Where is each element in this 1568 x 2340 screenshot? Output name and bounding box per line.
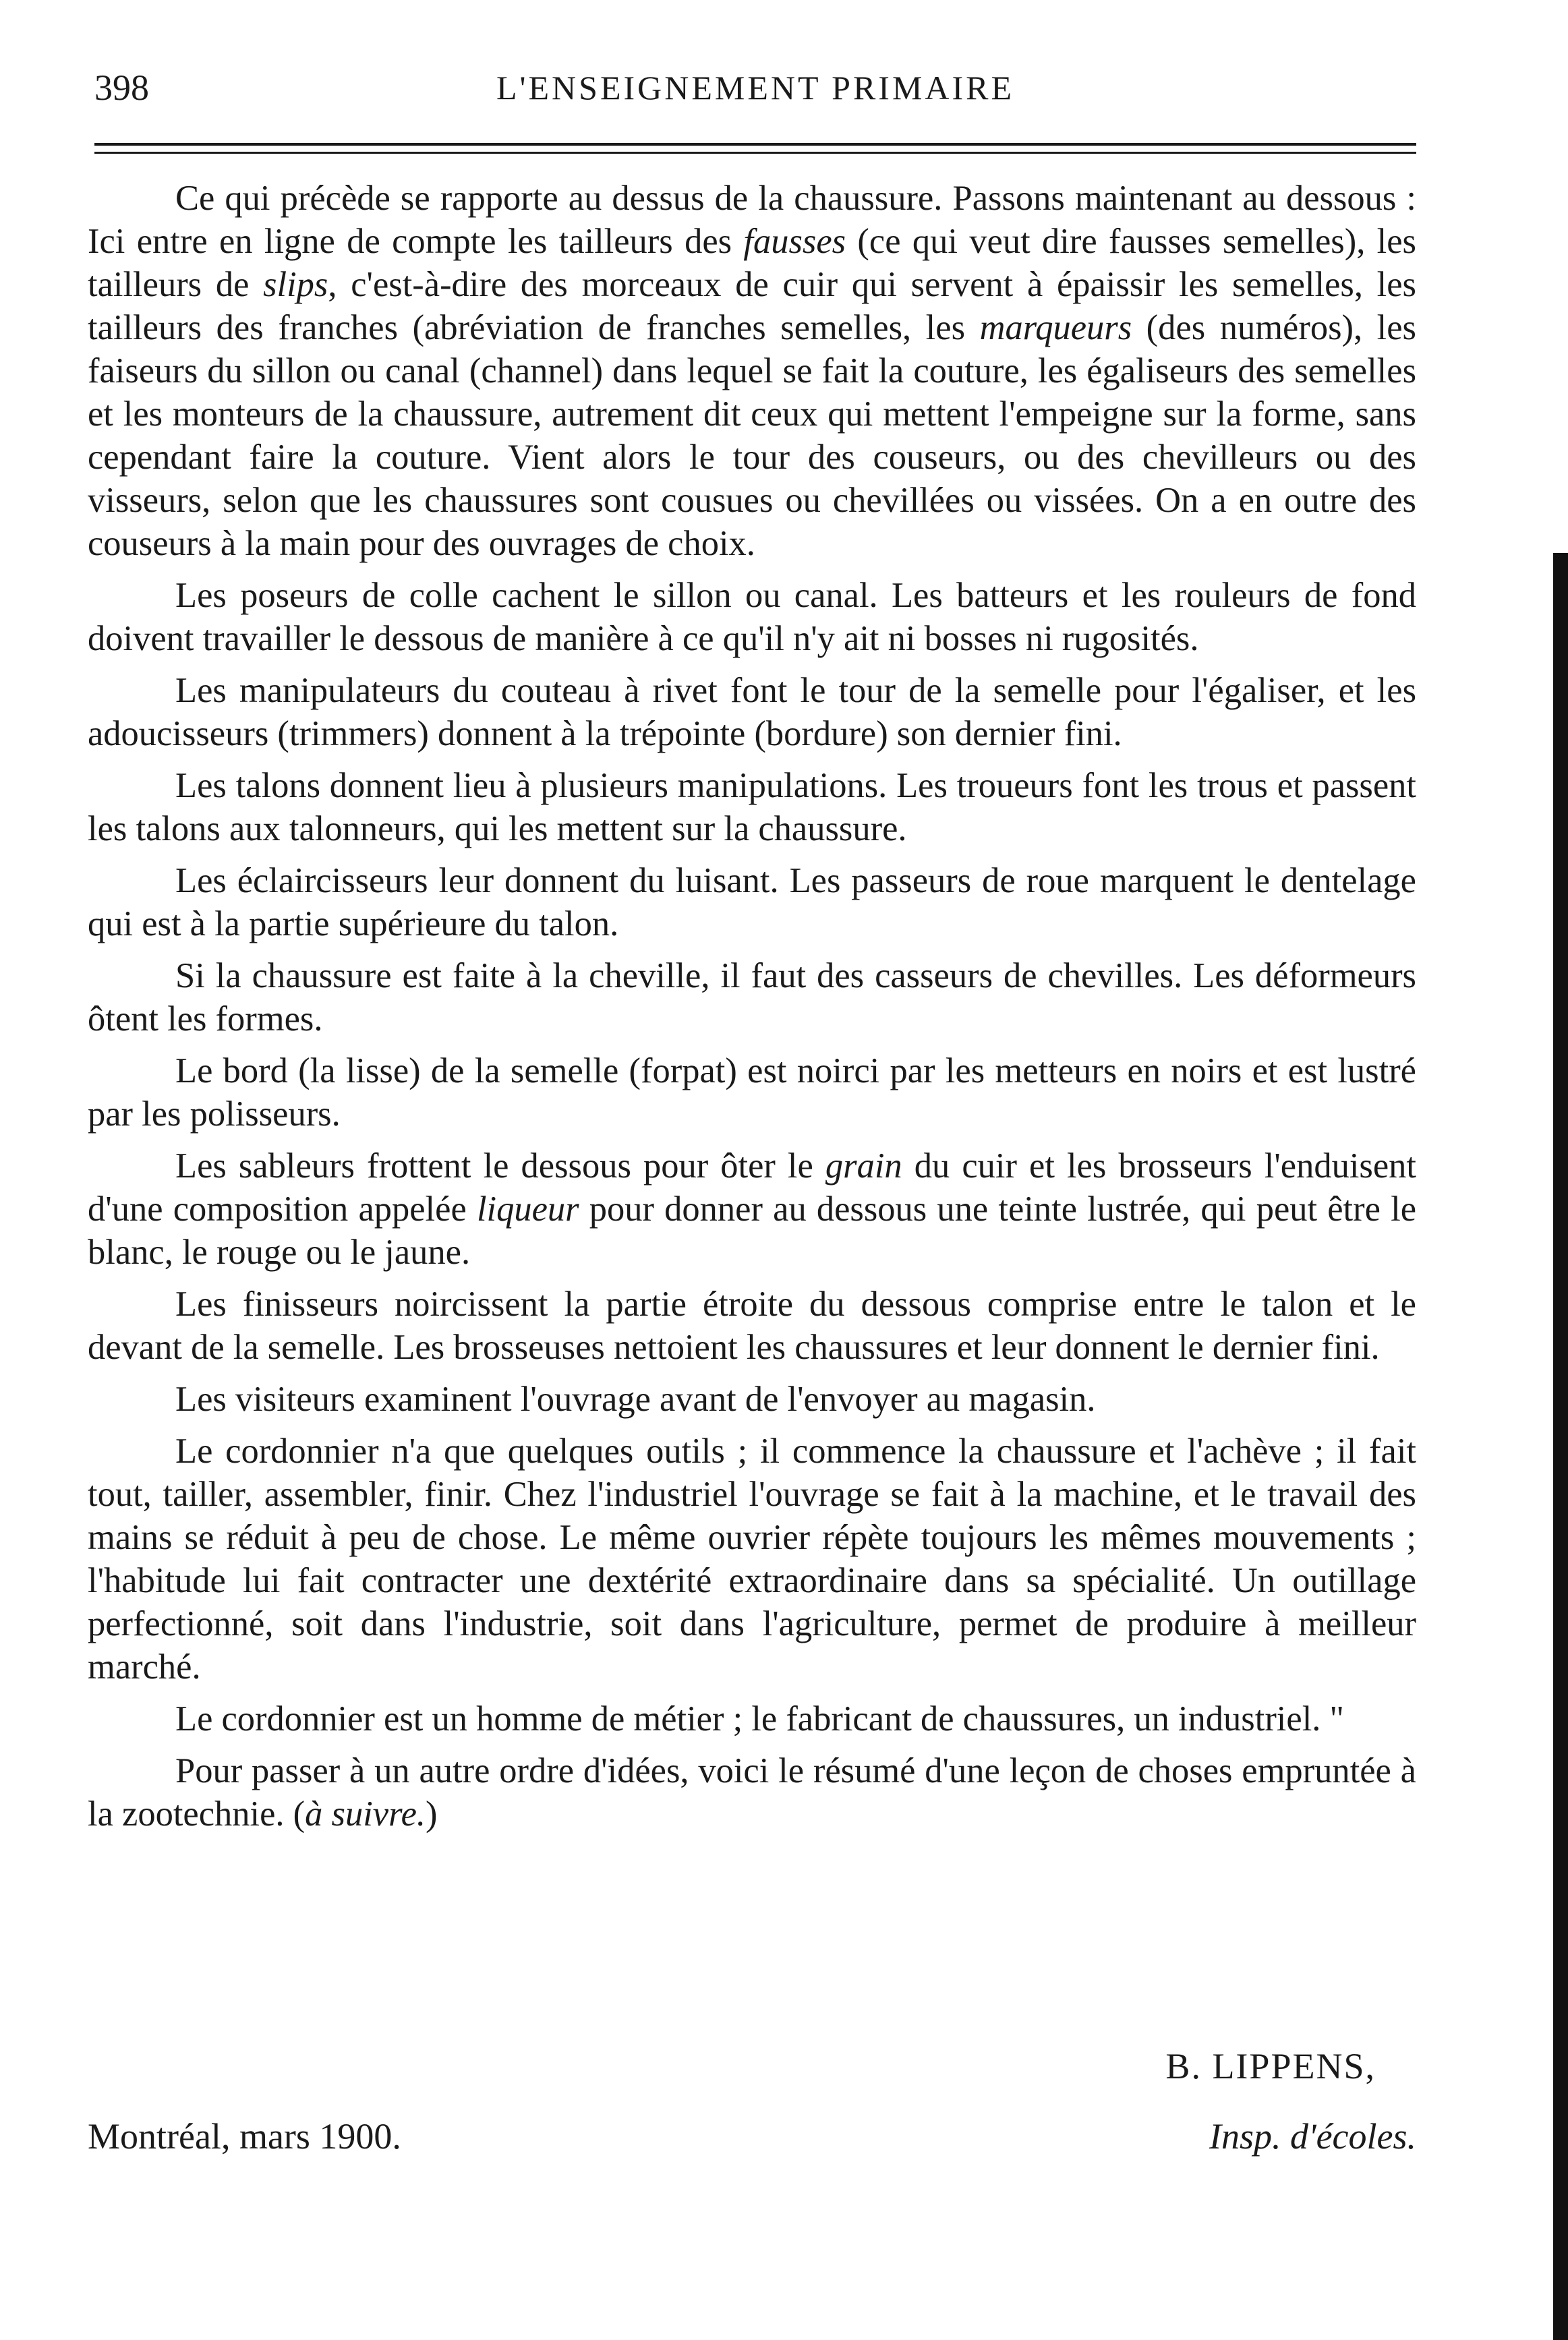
paragraph [88, 1697, 1416, 1741]
paragraph [88, 1144, 1416, 1274]
text-run: Les talons donnent lieu à plusieurs manipulations. Les troueurs font les trous et passent les talons aux talonneurs, qui les mettent sur la chaussure. [88, 766, 1416, 848]
text-run: Les visiteurs examinent l'ouvrage avant de l'envoyer au magasin. [175, 1380, 1096, 1419]
paragraph [88, 669, 1416, 755]
text-run: Ce qui précède se rapporte au dessus de la chaussure. Passons maintenant au dessous : Ici entre en ligne de compte les tailleurs des [88, 179, 1416, 261]
article-body [88, 177, 1416, 1844]
paragraph [88, 764, 1416, 850]
page-number: 398 [94, 67, 149, 108]
text-run: Les poseurs de colle cachent le sillon ou canal. Les batteurs et les rouleurs de fond doivent travailler le dessous de manière à ce qu'il n'y ait ni bosses ni rugosités. [88, 576, 1416, 658]
place-date: Montréal, mars 1900. [88, 2116, 401, 2157]
paragraph [88, 1378, 1416, 1421]
paragraph [88, 859, 1416, 945]
text-run: Pour passer à un autre ordre d'idées, voici le résumé d'une leçon de choses empruntée à la zootechnie. ( [88, 1751, 1416, 1834]
text-run: Les éclaircisseurs leur donnent du luisant. Les passeurs de roue marquent le dentelage qui est à la partie supérieure du talon. [88, 861, 1416, 943]
scan-edge-shadow [1553, 553, 1568, 2340]
text-run: Si la chaussure est faite à la cheville, il faut des casseurs de chevilles. Les déformeurs ôtent les formes. [88, 956, 1416, 1039]
italic-term: slips [263, 265, 328, 304]
text-run: (des numéros), les faiseurs du sillon ou canal (channel) dans lequel se fait la couture, les égaliseurs des semelles et les monteurs de la chaussure, autrement dit ceux qui mettent l'empeigne sur la forme, sans cependant faire la couture. Vient alors le tour des couseurs, ou des chevilleurs ou des visseurs, selon que les chaussures sont cousues ou chevillées ou vissées. On a en outre des couseurs à la main pour des ouvrages de choix. [88, 308, 1416, 563]
paragraph [88, 574, 1416, 660]
paragraph [88, 1283, 1416, 1369]
text-run: Les finisseurs noircissent la partie étroite du dessous comprise entre le talon et le devant de la semelle. Les brosseuses nettoient les chaussures et leur donnent le dernier fini. [88, 1285, 1416, 1367]
text-run: (ce qui veut dire fausses semelles), les tailleurs de [88, 222, 1416, 304]
italic-term: à suivre. [305, 1794, 426, 1834]
paragraph [88, 1049, 1416, 1136]
text-run: Le bord (la lisse) de la semelle (forpat) est noirci par les metteurs en noirs et est lustré par les polisseurs. [88, 1051, 1416, 1134]
text-run: pour donner au dessous une teinte lustrée, qui peut être le blanc, le rouge ou le jaune. [88, 1190, 1417, 1272]
text-run: Le cordonnier n'a que quelques outils ; il commence la chaussure et l'achève ; il fait tout, tailler, assembler, finir. Chez l'industriel l'ouvrage se fait à la machine, et le travail des mains se réduit à peu de chose. Le même ouvrier répète toujours les mêmes mouvements ; l'habitude lui fait contracter une dextérité extraordinaire dans sa spécialité. Un outillage perfectionné, soit dans l'industrie, soit dans l'agriculture, permet de produire à meilleur marché. [88, 1432, 1416, 1687]
text-run: ) [426, 1794, 438, 1834]
paragraph [88, 954, 1416, 1041]
paragraph [88, 177, 1416, 565]
author-title: Insp. d'écoles. [1209, 2116, 1416, 2157]
italic-term: marqueurs [979, 308, 1132, 347]
text-run: Les manipulateurs du couteau à rivet font le tour de la semelle pour l'égaliser, et les adoucisseurs (trimmers) donnent à la trépointe (bordure) son dernier fini. [88, 671, 1416, 753]
paragraph [88, 1430, 1416, 1689]
paragraph [88, 1749, 1416, 1836]
italic-term: grain [825, 1146, 902, 1186]
text-run: Les sableurs frottent le dessous pour ôter le [175, 1146, 825, 1186]
text-run: , c'est-à-dire des morceaux de cuir qui servent à épaissir les semelles, les tailleurs des franches (abréviation de franches semelles, les [88, 265, 1416, 347]
italic-term: liqueur [476, 1190, 579, 1229]
italic-term: fausses [743, 222, 846, 261]
header-rule [94, 143, 1416, 154]
running-title: L'ENSEIGNEMENT PRIMAIRE [496, 69, 1015, 107]
author-name: B. LIPPENS, [1165, 2046, 1376, 2086]
text-run: du cuir et les brosseurs l'enduisent d'une composition appelée [88, 1146, 1416, 1229]
page-header [94, 64, 1416, 125]
text-run: Le cordonnier est un homme de métier ; le fabricant de chaussures, un industriel. " [175, 1699, 1344, 1738]
